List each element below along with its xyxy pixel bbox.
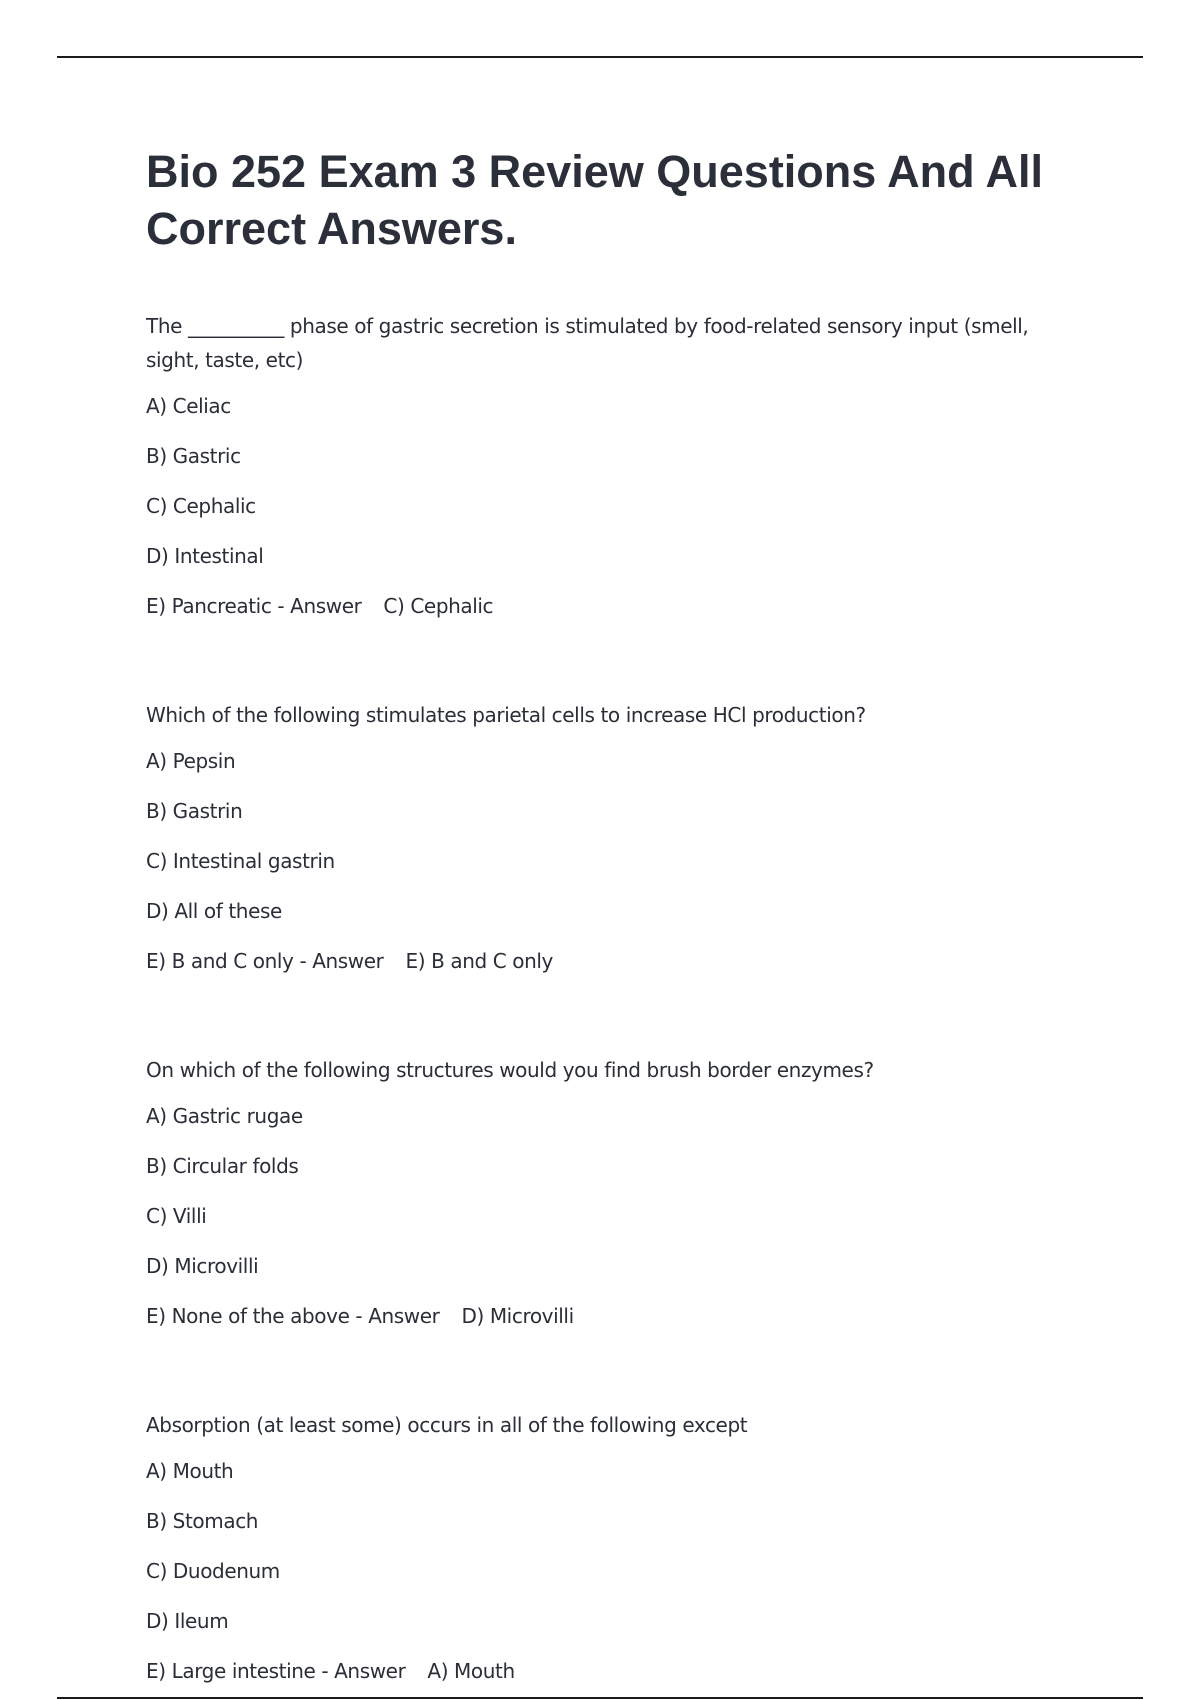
answer-text: C) Cephalic — [383, 594, 494, 618]
option-b: B) Gastric — [146, 444, 241, 468]
option-c: C) Villi — [146, 1204, 207, 1228]
question-prompt: Which of the following stimulates parietal cells to increase HCl production? — [146, 703, 866, 727]
bottom-divider — [57, 1697, 1143, 1699]
option-e: E) Pancreatic - Answer — [146, 594, 362, 618]
question-list — [146, 309, 1076, 1684]
option-e: E) B and C only - Answer — [146, 949, 384, 973]
answer-text: A) Mouth — [427, 1659, 515, 1683]
option-e: E) None of the above - Answer — [146, 1304, 440, 1328]
option-d: D) Ileum — [146, 1609, 229, 1633]
question-prompt: Absorption (at least some) occurs in all of the following except — [146, 1413, 748, 1437]
option-a: A) Celiac — [146, 394, 231, 418]
answer-text: E) B and C only — [405, 949, 553, 973]
option-d: D) All of these — [146, 899, 282, 923]
option-a: A) Mouth — [146, 1459, 234, 1483]
option-c: C) Intestinal gastrin — [146, 849, 335, 873]
page-title: Bio 252 Exam 3 Review Questions And All Correct Answers. — [146, 146, 1043, 254]
question-4 — [146, 1408, 1076, 1684]
option-e: E) Large intestine - Answer — [146, 1659, 406, 1683]
question-1 — [146, 309, 1076, 619]
option-c: C) Duodenum — [146, 1559, 280, 1583]
option-c: C) Cephalic — [146, 494, 256, 518]
question-prompt: The __________ phase of gastric secretion is stimulated by food-related sensory input (smell, sight, taste, etc) — [146, 314, 1029, 372]
option-d: D) Microvilli — [146, 1254, 259, 1278]
question-3 — [146, 1053, 1076, 1329]
top-divider — [57, 56, 1143, 58]
option-a: A) Pepsin — [146, 749, 236, 773]
option-b: B) Circular folds — [146, 1154, 299, 1178]
option-b: B) Stomach — [146, 1509, 259, 1533]
option-e-with-answer — [146, 593, 1076, 619]
answer-text: D) Microvilli — [461, 1304, 574, 1328]
option-b: B) Gastrin — [146, 799, 243, 823]
option-e-with-answer — [146, 1658, 1076, 1684]
option-e-with-answer — [146, 1303, 1076, 1329]
document-body — [146, 143, 1076, 1684]
option-d: D) Intestinal — [146, 544, 264, 568]
option-e-with-answer — [146, 948, 1076, 974]
option-a: A) Gastric rugae — [146, 1104, 303, 1128]
question-2 — [146, 698, 1076, 974]
question-prompt: On which of the following structures would you find brush border enzymes? — [146, 1058, 874, 1082]
